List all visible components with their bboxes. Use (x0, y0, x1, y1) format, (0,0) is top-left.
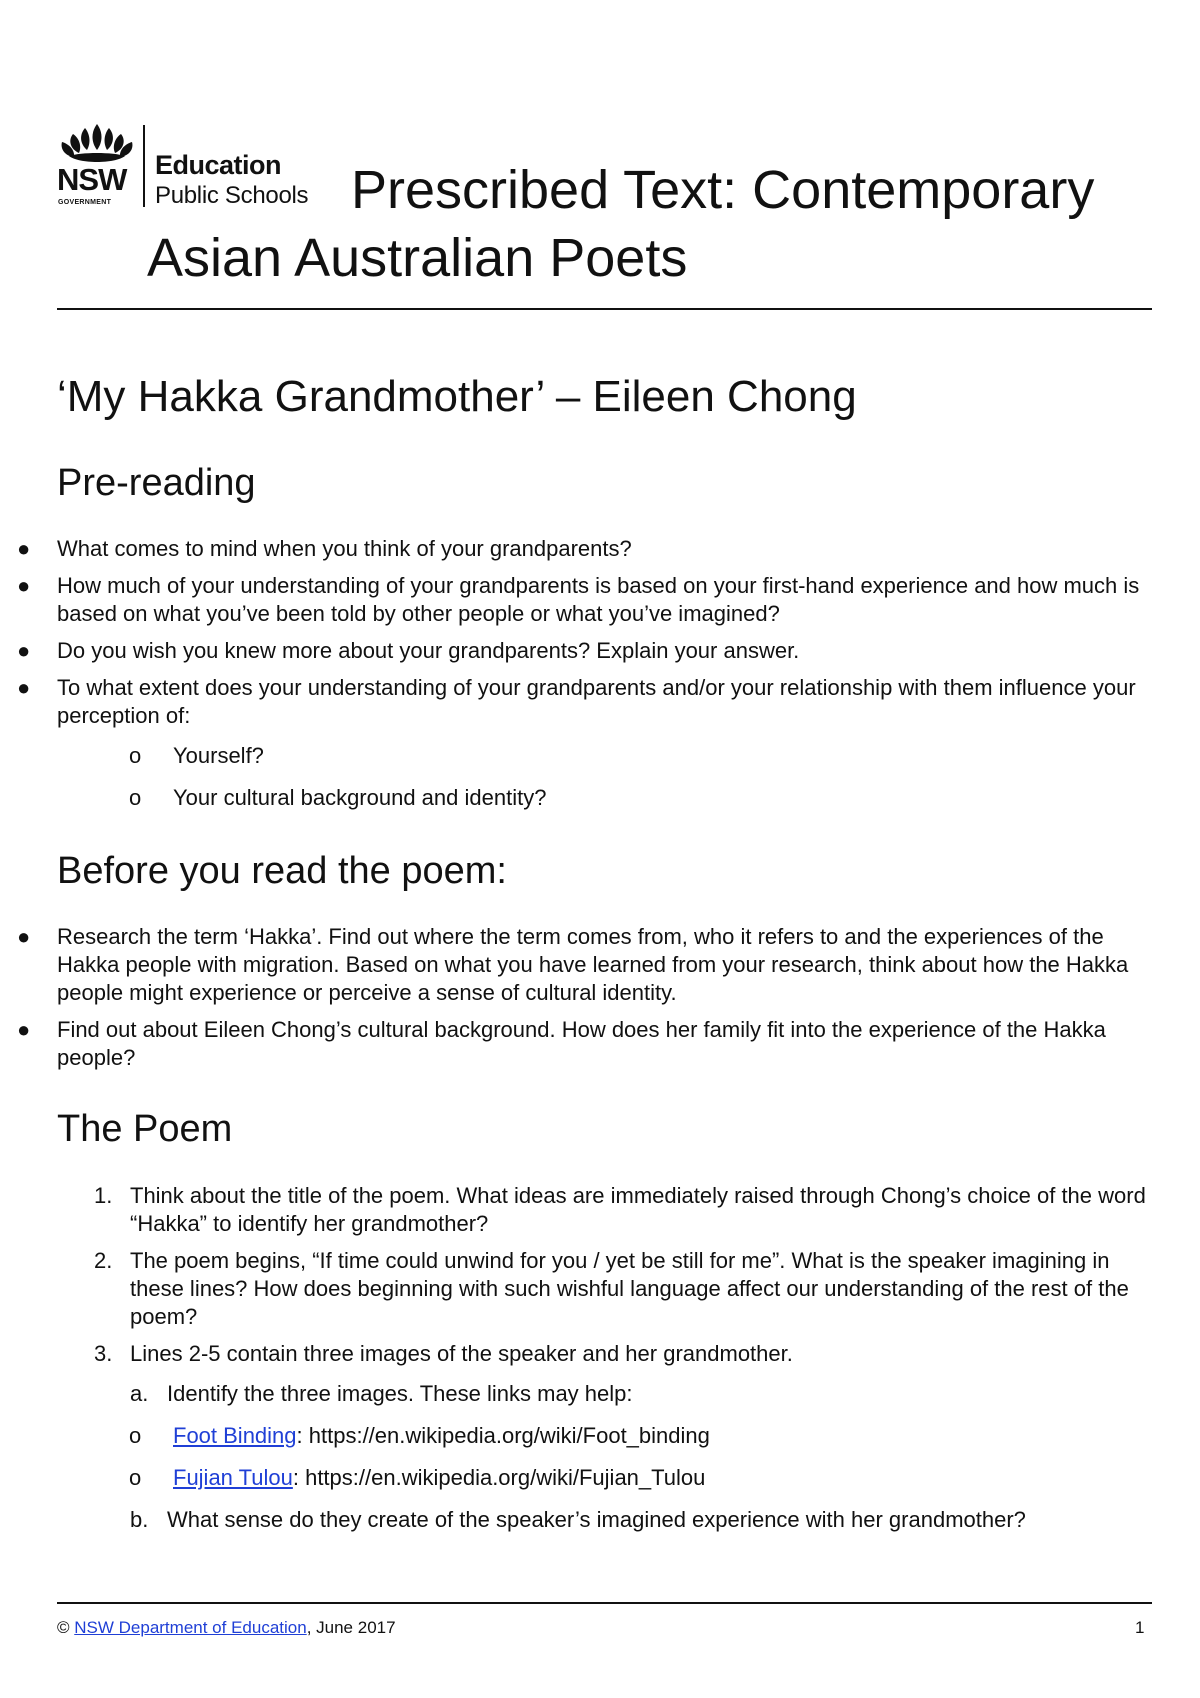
footer-divider (57, 1602, 1152, 1604)
page-number: 1 (1135, 1618, 1145, 1637)
bullet-icon: ● (17, 675, 31, 700)
fujian-tulou-link[interactable]: Fujian Tulou (173, 1465, 293, 1490)
bullet-icon: ● (17, 1017, 31, 1042)
circle-bullet-icon: o (129, 1423, 142, 1448)
circle-bullet-icon: o (129, 743, 142, 768)
title-divider (57, 308, 1152, 310)
list-item: ● Find out about Eileen Chong’s cultural background. How does her family fit into the experience of the Hakka people? (17, 1017, 1106, 1070)
pre-reading-list (17, 535, 1157, 826)
list-item: ● How much of your understanding of your grandparents is based on your first-hand experience and how much is based on what you’ve been told by other people or what you’ve imagined? (17, 573, 1140, 626)
list-item: ● To what extent does your understanding of your grandparents and/or your relationship with them influence your perception of: (17, 675, 1136, 728)
bullet-icon: ● (17, 638, 31, 663)
logo-government-text: GOVERNMENT (58, 199, 112, 206)
sub-list-item: o Your cultural background and identity? (129, 785, 547, 810)
logo-public-schools-text: Public Schools (155, 182, 309, 209)
footer: © NSW Department of Education, June 2017 (57, 1618, 396, 1637)
link-item-fujian-tulou: o Fujian Tulou: https://en.wikipedia.org/wiki/Fujian_Tulou (129, 1465, 706, 1490)
document-title (147, 156, 1157, 292)
logo-nsw-text: NSW (57, 162, 127, 197)
circle-bullet-icon: o (129, 785, 142, 810)
list-item: ● Research the term ‘Hakka’. Find out where the term comes from, who it refers to and the experiences of the Hakka people with migration. Based on what you have learned from your research, think about how the Hakka people might experience or perceive a sense of cultural identity. (17, 924, 1129, 1005)
document-title-line-2: Asian Australian Poets (147, 228, 688, 288)
bullet-icon: ● (17, 573, 31, 598)
logo-education-text: Education (155, 150, 282, 180)
bullet-icon: ● (17, 924, 31, 949)
pre-reading-heading: Pre-reading (57, 462, 256, 504)
sub-list-item: a. Identify the three images. These links may help: (130, 1381, 633, 1406)
sub-list-item: b. What sense do they create of the speaker’s imagined experience with her grandmother? (130, 1507, 1026, 1532)
list-item: 2. The poem begins, “If time could unwind for you / yet be still for me”. What is the speaker imagining in these lines? How does beginning with such wishful language affect our understanding of the rest of the poem? (94, 1248, 1129, 1329)
the-poem-heading: The Poem (57, 1108, 233, 1150)
circle-bullet-icon: o (129, 1465, 142, 1490)
before-reading-heading: Before you read the poem: (57, 850, 507, 892)
link-item-foot-binding: o Foot Binding: https://en.wikipedia.org/wiki/Foot_binding (129, 1423, 710, 1448)
waratah-icon (57, 122, 137, 166)
poem-questions-list (57, 1182, 1157, 1548)
sub-list-item: o Yourself? (129, 743, 264, 768)
poem-title: ‘My Hakka Grandmother’ – Eileen Chong (57, 372, 857, 421)
list-item: 3. Lines 2-5 contain three images of the speaker and her grandmother. (94, 1341, 793, 1366)
bullet-icon: ● (17, 536, 31, 561)
nsw-department-link[interactable]: NSW Department of Education (74, 1618, 307, 1637)
document-title-line-1: Prescribed Text: Contemporary (351, 160, 1095, 220)
foot-binding-link[interactable]: Foot Binding (173, 1423, 297, 1448)
logo-divider (143, 125, 145, 207)
list-item: ● What comes to mind when you think of your grandparents? (17, 536, 632, 561)
list-item: ● Do you wish you knew more about your grandparents? Explain your answer. (17, 638, 800, 663)
list-item: 1. Think about the title of the poem. What ideas are immediately raised through Chong’s choice of the word “Hakka” to identify her grandmother? (94, 1183, 1146, 1236)
before-reading-list (17, 923, 1157, 1081)
